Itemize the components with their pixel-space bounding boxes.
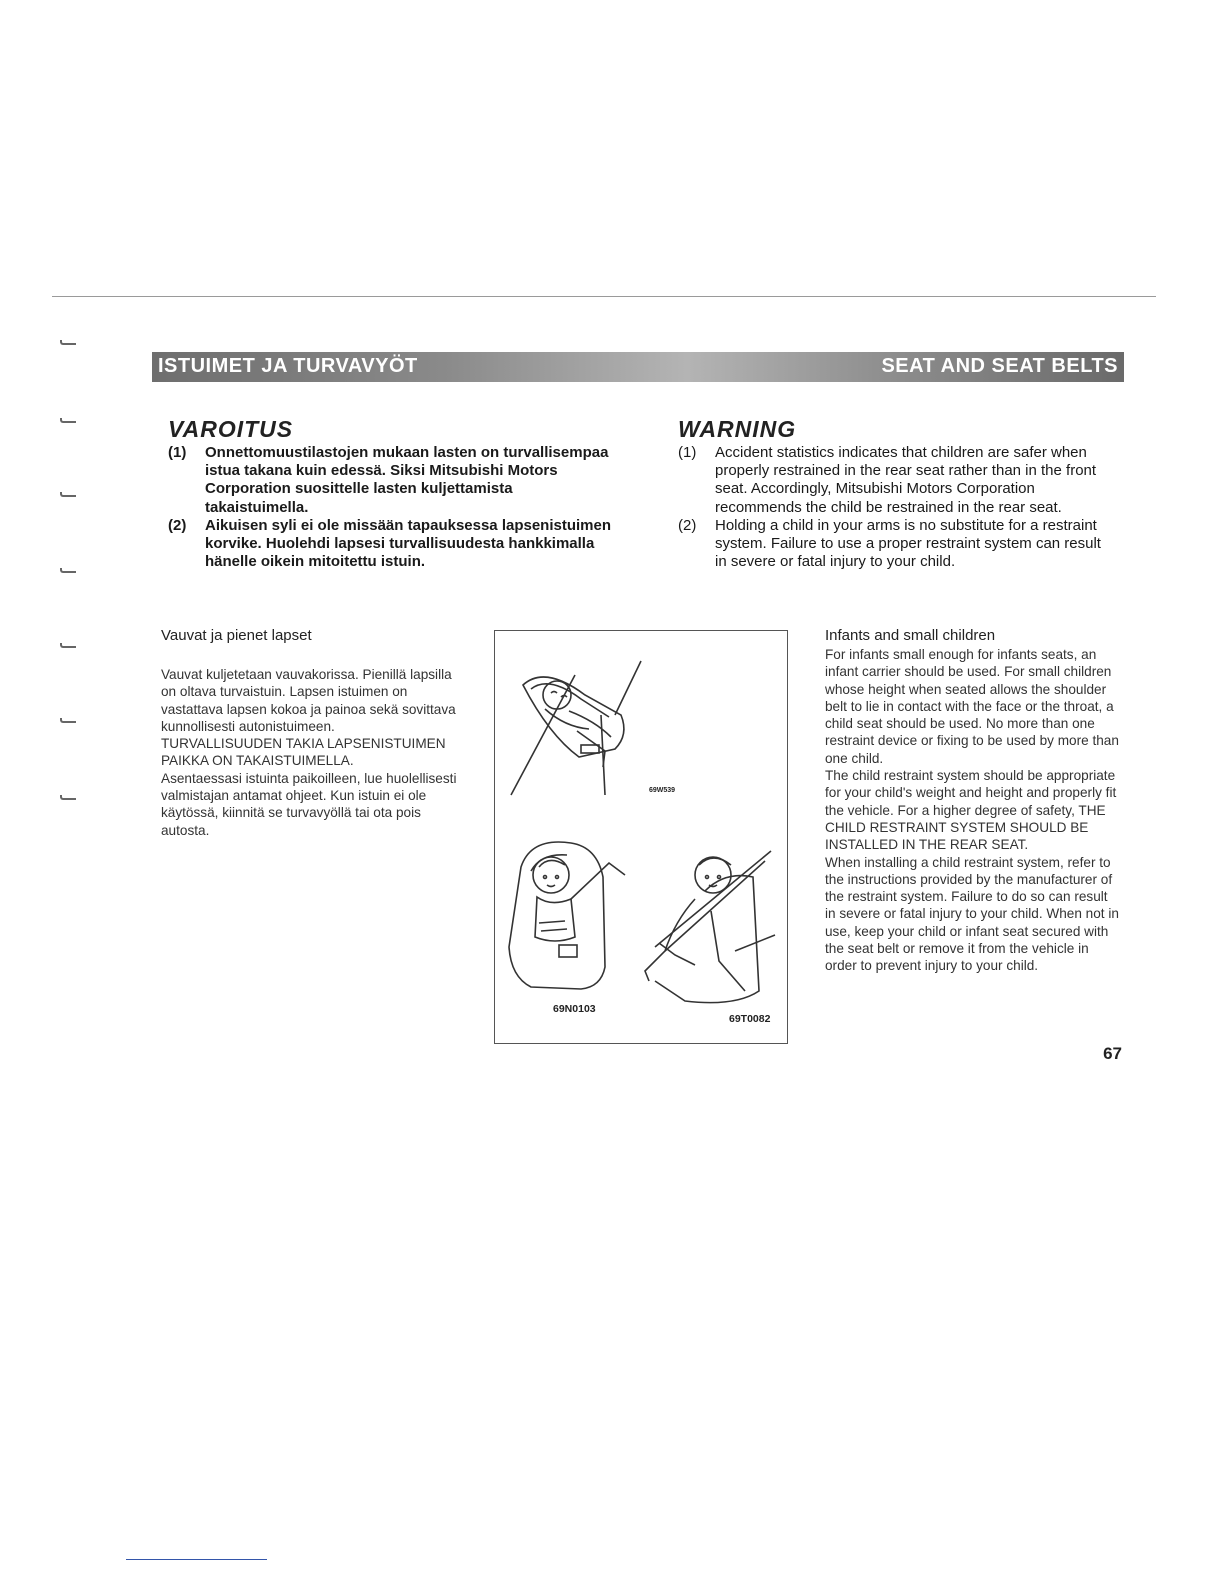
section-en-paragraph: When installing a child restraint system, refer to the instructions provided by the manufacturer of the restraint system. Failure to do so can result in severe or fatal injury to your child. When not in use, keep your child or infant seat secured with the seat belt or remove it from the vehicle in order to prevent injury to your child. (825, 854, 1119, 974)
booster-seat-code: 69T0082 (729, 1013, 771, 1025)
warning-en-item (678, 517, 1114, 572)
margin-mark (60, 340, 76, 345)
booster-seat-illustration (635, 831, 785, 1011)
section-fi-body (161, 666, 457, 839)
footer-line (126, 1559, 267, 1560)
section-en-paragraph: For infants small enough for infants seats, an infant carrier should be used. For small children whose height when seated allows the shoulder belt to lie in contact with the face or the throat, a child seat should be used. No more than one restraint device or fixing to be used by more than one child. (825, 647, 1119, 766)
section-en-body (825, 646, 1121, 975)
warning-en-item-text: Accident statistics indicates that children are safer when properly restrained in the rear seat rather than in the front seat. Accordingly, Mitsubishi Motors Corporation recommends the child be restrained in the rear seat. (715, 444, 1097, 516)
section-fi-paragraph: Asentaessasi istuinta paikoilleen, lue huolellisesti valmistajan antamat ohjeet. Kun istuin ei ole käytössä, kiinnitä se turvavyöllä tai ota pois autosta. (161, 770, 457, 838)
warning-en-item-number: (2) (678, 516, 697, 534)
warning-fi-item-text: Onnettomuustilastojen mukaan lasten on turvallisempaa istua takana kuin edessä. Siksi Mitsubishi Motors Corporation suosittelle lasten kuljettamista takaistuimella. (205, 444, 609, 516)
child-seat-code: 69N0103 (553, 1003, 596, 1015)
margin-mark (60, 568, 76, 573)
header-title-fi: ISTUIMET JA TURVAVYÖT (158, 355, 418, 377)
warning-fi-title: VAROITUS (168, 416, 294, 442)
section-header-bar (152, 352, 1124, 382)
section-en (825, 627, 1121, 975)
section-en-paragraph: The child restraint system should be appropriate for your child's weight and height and properly fit the vehicle. For a higher degree of safety, THE CHILD RESTRAINT SYSTEM SHOULD BE INSTALLED IN THE REAR SEAT. (825, 768, 1117, 853)
warning-en-title: WARNING (678, 416, 797, 442)
warning-en-list (678, 444, 1114, 571)
top-rule (52, 296, 1156, 297)
warning-fi-item (168, 444, 614, 517)
warning-en-item (678, 444, 1114, 517)
section-fi-paragraph: Vauvat kuljetetaan vauvakorissa. Pienillä lapsilla on oltava turvaistuin. Lapsen istuimen on vastattava lapsen kokoa ja painoa sekä sovittava kunnollisesti autonistuimeen. TURVALLISUUDEN TAKIA LAPSENISTUIMEN PAIKKA ON TAKAISTUIMELLA. (161, 667, 456, 769)
warning-fi-item-number: (2) (168, 516, 187, 534)
margin-mark (60, 718, 76, 723)
warning-en-item-text: Holding a child in your arms is no substitute for a restraint system. Failure to use a proper restraint system can result in severe or fatal injury to your child. (715, 516, 1101, 571)
section-fi-title: Vauvat ja pienet lapset (161, 627, 312, 644)
infant-carrier-code: 69W539 (649, 787, 676, 794)
margin-mark (60, 492, 76, 497)
warning-fi-list (168, 444, 614, 571)
warning-fi-item (168, 517, 614, 572)
child-seat-illustration (501, 827, 641, 997)
warning-en-item-number: (1) (678, 444, 697, 461)
section-en-title: Infants and small children (825, 627, 996, 644)
illustration-panel (494, 630, 788, 1044)
warning-en-block (678, 416, 1114, 571)
warning-fi-item-text: Aikuisen syli ei ole missään tapauksessa lapsenistuimen korvike. Huolehdi lapsesi turvallisuudesta hankkimalla hänelle oikein mitoitettu istuin. (205, 516, 612, 571)
warning-fi-block (168, 416, 614, 571)
page-number: 67 (1103, 1044, 1122, 1063)
margin-mark (60, 795, 76, 800)
warning-fi-item-number: (1) (168, 444, 187, 461)
section-fi (161, 627, 457, 839)
margin-mark (60, 643, 76, 648)
infant-carrier-illustration (505, 655, 665, 805)
margin-mark (60, 418, 76, 423)
header-title-en: SEAT AND SEAT BELTS (881, 355, 1118, 377)
